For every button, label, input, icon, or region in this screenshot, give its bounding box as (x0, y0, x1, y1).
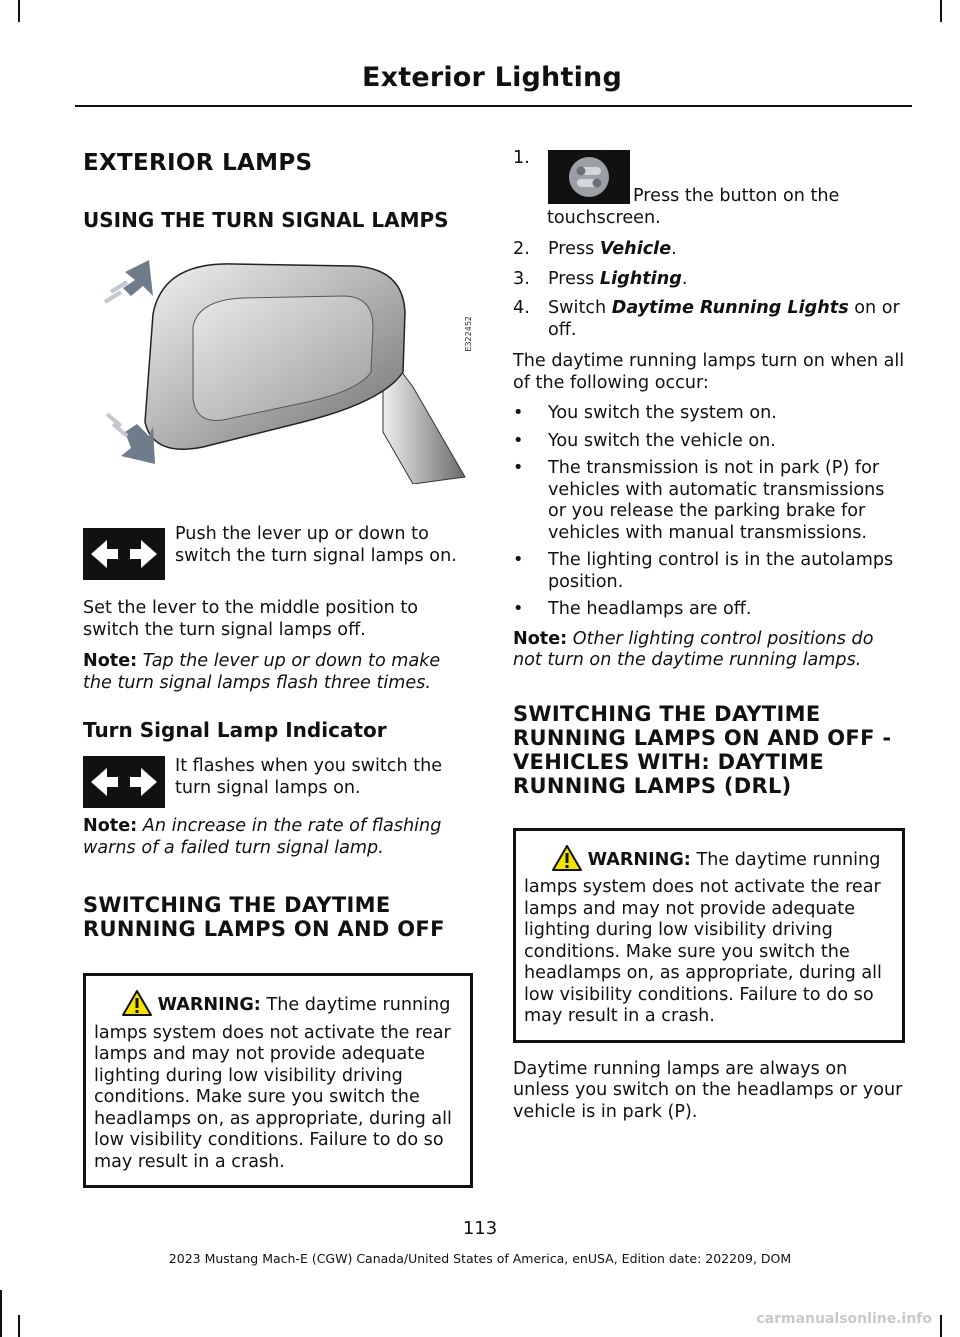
warning-box (83, 973, 473, 1188)
note-label: Note: (83, 651, 138, 671)
drl-intro: The daytime running lamps turn on when all of the following occur: (513, 351, 905, 393)
step-suffix: on or off. (548, 298, 900, 340)
site-watermark: carmanualsonline.info (756, 1311, 932, 1327)
crop-mark-bottom-right (940, 1315, 942, 1337)
right-column (513, 140, 905, 1123)
step-2 (513, 239, 905, 261)
crop-mark-bottom-left (18, 1315, 20, 1337)
step-number: 1. (513, 148, 530, 168)
push-instruction: Push the lever up or down to switch the turn signal lamps on. (175, 524, 457, 566)
indicator-title: Turn Signal Lamp Indicator (83, 718, 387, 742)
warning-icon (552, 845, 582, 878)
step-number: 4. (513, 298, 530, 318)
warning-label: WARNING: (587, 849, 691, 870)
turn-signal-indicator-icon (83, 756, 165, 808)
step-emphasis: Daytime Running Lights (611, 298, 849, 318)
step-text: Switch (548, 298, 612, 318)
section-title: EXTERIOR LAMPS (83, 150, 313, 176)
header-divider (75, 105, 912, 107)
drl-vehicles-title: SWITCHING THE DAYTIME RUNNING LAMPS ON AND OFF - VEHICLES WITH: DAYTIME RUNNING LAMPS (DRL) (513, 701, 892, 798)
warning-icon (122, 990, 152, 1023)
settings-toggle-icon (548, 150, 630, 204)
step-number: 3. (513, 268, 530, 289)
warning-text: The daytime running lamps system does not activate the rear lamps and may not provide adequate lighting during low visibility driving conditions. Make sure you switch the headlamps on, as appropriate, during all low visibility conditions. Failure to do so may result in a crash. (524, 849, 882, 1026)
step-emphasis: Vehicle (599, 239, 672, 259)
bullet-item (513, 550, 905, 593)
bullet-marker: • (513, 430, 524, 451)
bullet-marker: • (513, 458, 524, 478)
step-suffix: . (681, 268, 688, 289)
note-label: Note: (513, 628, 568, 649)
bullet-item (513, 403, 905, 425)
mirror-lever-illustration (83, 252, 473, 484)
bullet-text: The transmission is not in park (P) for vehicles with automatic transmissions or you release the parking brake for vehicles with manual transmissions. (548, 458, 885, 543)
note-text: An increase in the rate of flashing warns of a failed turn signal lamp. (83, 816, 442, 858)
note-other-positions (513, 629, 905, 672)
edition-line: 2023 Mustang Mach-E (CGW) Canada/United States of America, enUSA, Edition date: 202209, DOM (168, 1251, 792, 1266)
step-text: Press (548, 239, 600, 259)
bullet-text: The headlamps are off. (548, 599, 752, 619)
warning-text-block (94, 990, 464, 1173)
warning-label: WARNING: (157, 995, 261, 1015)
warning-text: The daytime running lamps system does not activate the rear lamps and may not provide adequate lighting during low visibility driving conditions. Make sure you switch the headlamps on, as appropriate, during all low visibility conditions. Failure to do so may result in a crash. (94, 995, 452, 1172)
drl-section-title: SWITCHING THE DAYTIME RUNNING LAMPS ON AND OFF (83, 893, 445, 941)
bullet-marker: • (513, 599, 524, 619)
crop-mark-top-right (940, 0, 942, 22)
step-number: 2. (513, 239, 530, 259)
note-label: Note: (83, 816, 138, 836)
crop-mark-left-vertical (0, 1290, 2, 1337)
image-code: E322452 (463, 316, 473, 352)
left-column (83, 140, 473, 1188)
bullet-item (513, 599, 905, 621)
bullet-marker: • (513, 403, 524, 423)
bullet-text: The lighting control is in the autolamps position. (548, 550, 894, 592)
bullet-marker: • (513, 550, 524, 570)
turn-signal-arrows-icon (83, 528, 165, 580)
note-failed-lamp (83, 816, 473, 859)
step-text: Press (548, 268, 600, 289)
step-4 (513, 298, 905, 341)
warning-box-right (513, 828, 905, 1043)
warning-text-block (524, 845, 896, 1028)
bullet-text: You switch the system on. (548, 403, 777, 423)
flash-description: It flashes when you switch the turn signal lamps on. (175, 756, 443, 798)
step-suffix: . (671, 239, 677, 259)
page-title: Exterior Lighting (361, 62, 622, 93)
page-number: 113 (462, 1218, 498, 1239)
note-tap (83, 651, 473, 694)
subsection-title: USING THE TURN SIGNAL LAMPS (83, 208, 449, 232)
step-1-text: Press the button on the touchscreen. (547, 186, 840, 228)
note-text: Other lighting control positions do not turn on the daytime running lamps. (513, 628, 874, 670)
crop-mark-top-left (18, 0, 20, 22)
bullet-item (513, 458, 905, 544)
step-3 (513, 269, 905, 291)
bullet-text: You switch the vehicle on. (548, 430, 776, 451)
step-emphasis: Lighting (599, 268, 682, 289)
bullet-item (513, 431, 905, 453)
drl-closing-text: Daytime running lamps are always on unless you switch on the headlamps or your vehicle is in park (P). (513, 1058, 903, 1122)
set-instruction: Set the lever to the middle position to switch the turn signal lamps off. (83, 598, 419, 640)
note-text: Tap the lever up or down to make the turn signal lamps flash three times. (83, 651, 441, 693)
